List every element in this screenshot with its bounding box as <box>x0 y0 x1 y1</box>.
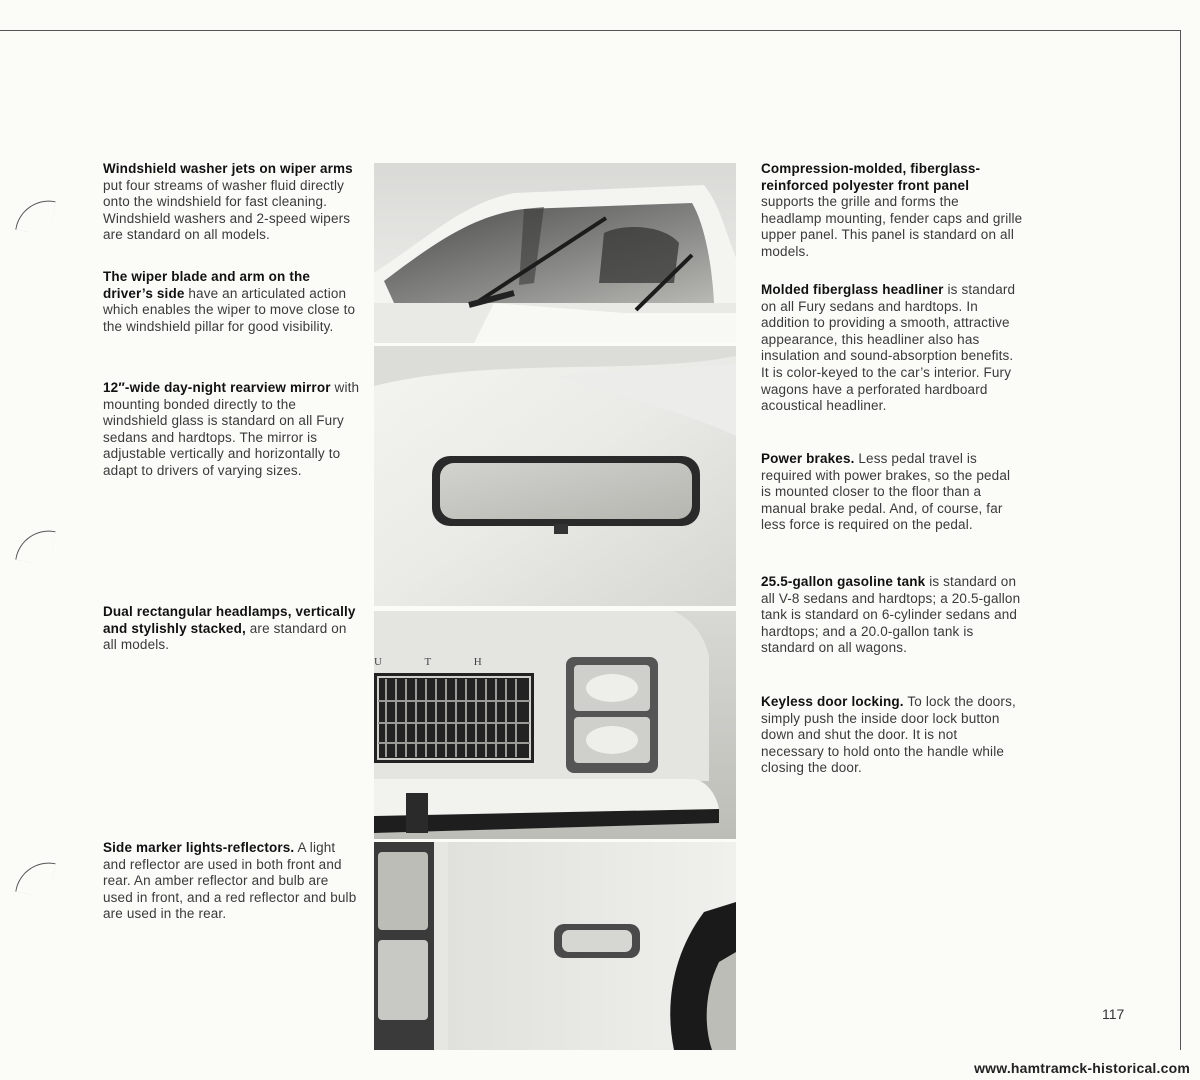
feature-headlamps <box>103 604 361 654</box>
feature-heading: Compression-molded, fiberglass-reinforced polyester front panel <box>761 161 981 193</box>
feature-rearview-mirror <box>103 380 361 480</box>
watermark-url: www.hamtramck-historical.com <box>974 1060 1190 1076</box>
feature-text: is standard on all V-8 sedans and hardtops; a 20.5-gallon tank is standard on 6-cylinder sedans and hardtops; and a 20.0-gallon tank is standard on all wagons. <box>761 574 1021 656</box>
page-number: 117 <box>1102 1006 1125 1022</box>
feature-text: have an articulated action which enables the wiper to move close to the windshield pillar for good visibility. <box>103 285 356 334</box>
photo-side-marker <box>374 842 736 1050</box>
feature-heading: Dual rectangular headlamps, vertically and stylishly stacked, <box>103 604 356 636</box>
photo-rearview-mirror <box>374 346 736 606</box>
feature-text: A light and reflector are used in both front and rear. An amber reflector and bulb are used in front, and a red reflector and bulb are used in the rear. <box>103 840 357 922</box>
feature-text: with mounting bonded directly to the windshield glass is standard on all Fury sedans and hardtops. The mirror is adjustable vertically and horizontally to adapt to drivers of varying sizes. <box>103 380 360 478</box>
feature-heading: Windshield washer jets on wiper arms <box>103 161 353 176</box>
photo-windshield-wipers <box>374 163 736 343</box>
feature-gasoline-tank <box>761 574 1023 657</box>
feature-text: is standard on all Fury sedans and hardtops. In addition to providing a smooth, attractive appearance, this headliner also has insulation and sound-absorption benefits. It is color-keyed to the car’s interior. Fury wagons have a perforated hardboard acoustical headliner. <box>761 282 1016 414</box>
feature-text: are standard on all models. <box>103 620 347 653</box>
feature-text: put four streams of washer fluid directly onto the windshield for fast cleaning. Windshield washers and 2-speed wipers are standard on all models. <box>103 177 351 243</box>
feature-power-brakes <box>761 451 1023 534</box>
feature-wiper-blade <box>103 269 361 335</box>
feature-heading: Power brakes. <box>761 451 855 466</box>
feature-headliner <box>761 282 1023 415</box>
grille-lettering: U T H <box>374 656 502 668</box>
feature-heading: Side marker lights-reflectors. <box>103 840 295 855</box>
feature-keyless-locking <box>761 694 1023 777</box>
feature-heading: 25.5-gallon gasoline tank <box>761 574 926 589</box>
feature-heading: Molded fiberglass headliner <box>761 282 944 297</box>
feature-heading: Keyless door locking. <box>761 694 904 709</box>
feature-text: Less pedal travel is required with power brakes, so the pedal is mounted closer to the floor than a manual brake pedal. And, of course, far less force is required on the pedal. <box>761 451 1011 533</box>
feature-front-panel <box>761 161 1023 261</box>
photo-headlamps <box>374 611 736 839</box>
feature-text: supports the grille and forms the headlamp mounting, fender caps and grille upper panel. This panel is standard on all models. <box>761 194 1023 259</box>
feature-heading: The wiper blade and arm on the driver’s side <box>103 269 311 301</box>
feature-side-marker <box>103 840 361 923</box>
feature-windshield-washer <box>103 161 361 244</box>
feature-heading: 12″-wide day-night rearview mirror <box>103 380 331 395</box>
feature-text: To lock the doors, simply push the inside door lock button down and shut the door. It is not necessary to hold onto the handle while closing the door. <box>761 694 1016 776</box>
